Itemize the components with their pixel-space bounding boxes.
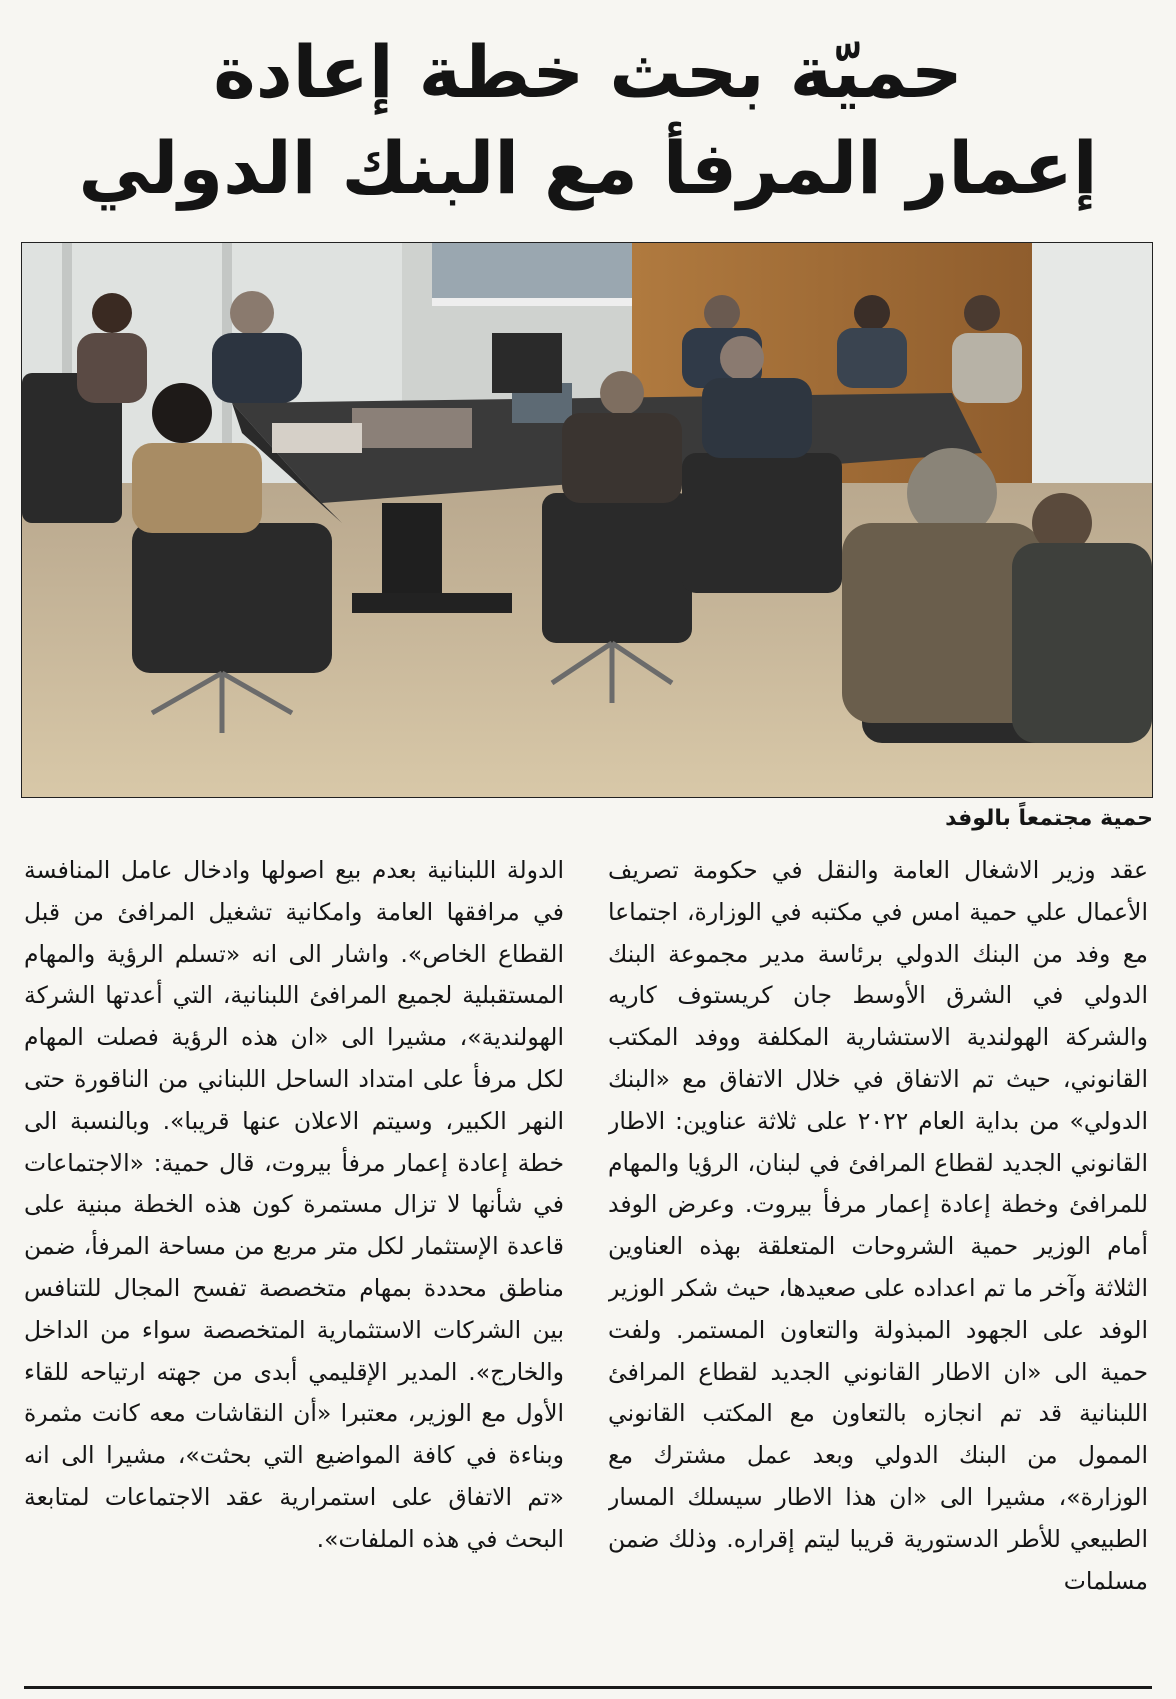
- article-headline: [40, 24, 1136, 216]
- headline-line-2: إعمار المرفأ مع البنك الدولي: [78, 126, 1098, 210]
- bottom-rule: [24, 1686, 1152, 1689]
- headline-line-1: حميّة بحث خطة إعادة: [213, 30, 963, 114]
- article-column-right: عقد وزير الاشغال العامة والنقل في حكومة تصريف الأعمال علي حمية امس في مكتبه في الوزارة، اجتماعا مع وفد من البنك الدولي برئاسة مدير مجموعة البنك الدولي في الشرق الأوسط جان كريستوف كاريه والشركة الهولندية الاستشارية المكلفة ووفد المكتب القانوني، حيث تم الاتفاق في خلال الاتفاق مع «البنك الدولي» من بداية العام ٢٠٢٢ على ثلاثة عناوين: الاطار القانوني الجديد لقطاع المرافئ في لبنان، الرؤيا والمهام للمرافئ وخطة إعادة إعمار مرفأ بيروت. وعرض الوفد أمام الوزير حمية الشروحات المتعلقة بهذه العناوين الثلاثة وآخر ما تم اعداده على صعيدها، حيث شكر الوزير الوفد على الجهود المبذولة والتعاون المستمر. ولفت حمية الى «ان الاطار القانوني الجديد لقطاع المرافئ اللبنانية قد تم انجازه بالتعاون مع المكتب القانوني الممول من البنك الدولي وبعد عمل مشترك مع الوزارة»، مشيرا الى «ان هذا الاطار سيسلك المسار الطبيعي للأطر الدستورية قريبا ليتم إقراره. وذلك ضمن مسلمات: [608, 856, 1148, 1595]
- article-column-left: الدولة اللبنانية بعدم بيع اصولها وادخال عامل المنافسة في مرافقها العامة وامكانية تشغيل المرافئ من قبل القطاع الخاص». واشار الى انه «تسلم الرؤية والمهام المستقبلية لجميع المرافئ اللبنانية، التي أعدتها الشركة الهولندية»، مشيرا الى «ان هذه الرؤية فصلت المهام لكل مرفأ على امتداد الساحل اللبناني من الناقورة حتى النهر الكبير، وسيتم الاعلان عنها قريبا». وبالنسبة الى خطة إعادة إعمار مرفأ بيروت، قال حمية: «الاجتماعات في شأنها لا تزال مستمرة كون هذه الخطة مبنية على قاعدة الإستثمار لكل متر مربع من مساحة المرفأ، ضمن مناطق محددة بمهام متخصصة تفسح المجال للتنافس بين الشركات الاستثمارية المتخصصة سواء من الداخل والخارج». المدير الإقليمي أبدى من جهته ارتياحه للقاء الأول مع الوزير، معتبرا «أن النقاشات معه كانت مثمرة وبناءة في كافة المواضيع التي بحثت»، مشيرا الى انه «تم الاتفاق على استمرارية عقد الاجتماعات لمتابعة البحث في هذه الملفات».: [24, 856, 564, 1553]
- meeting-photo: [21, 242, 1153, 798]
- photo-caption: حمية مجتمعاً بالوفد: [945, 806, 1153, 831]
